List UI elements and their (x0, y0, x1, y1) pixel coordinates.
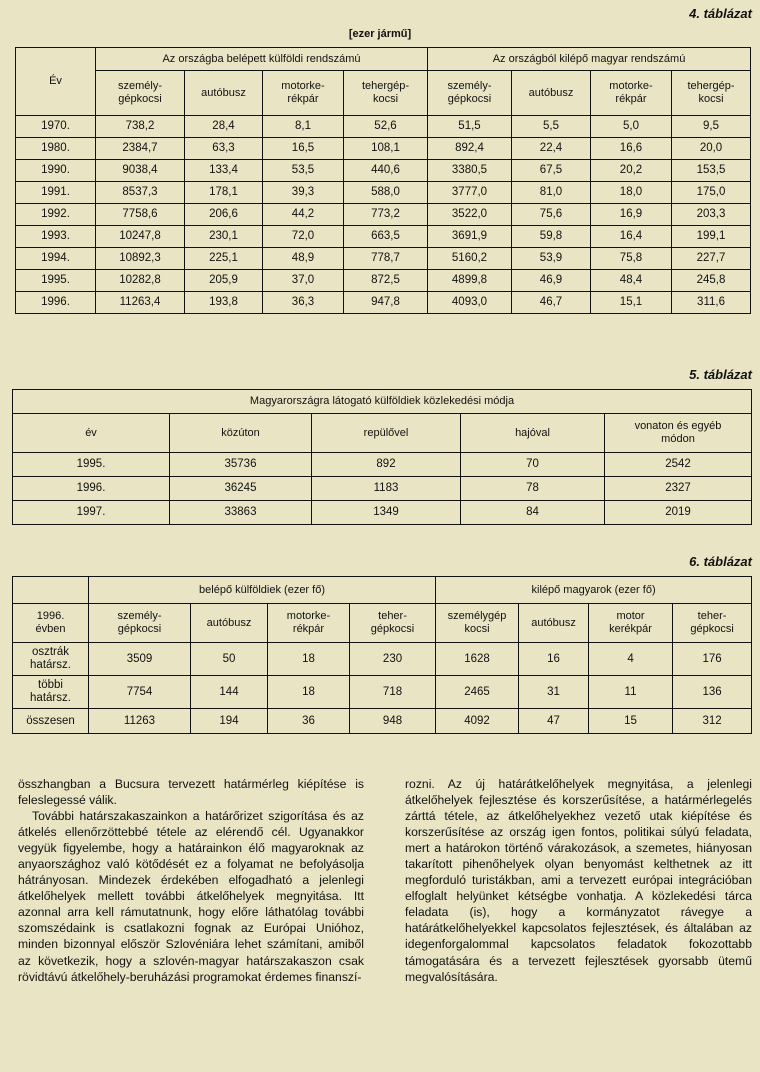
table-cell: 7754 (89, 676, 191, 709)
table-cell: 5160,2 (428, 248, 512, 270)
table-cell: 35736 (170, 453, 312, 477)
column-header: év (13, 414, 170, 453)
table-cell: 194 (191, 709, 268, 734)
table-cell: 199,1 (672, 226, 751, 248)
table-cell: 53,5 (263, 160, 344, 182)
table-cell: 9,5 (672, 116, 751, 138)
table-cell: 16 (519, 643, 589, 676)
row-year: 1994. (16, 248, 96, 270)
table6-label: 6. táblázat (689, 554, 752, 569)
table-cell: 176 (673, 643, 752, 676)
table-cell: 15,1 (591, 292, 672, 314)
table-cell: 67,5 (512, 160, 591, 182)
table-cell: 227,7 (672, 248, 751, 270)
row-year: 1970. (16, 116, 96, 138)
table-cell: 206,6 (185, 204, 263, 226)
table-cell: 39,3 (263, 182, 344, 204)
table-cell: 2542 (605, 453, 752, 477)
table-cell: 72,0 (263, 226, 344, 248)
table-row (16, 160, 751, 182)
table-cell: 15 (589, 709, 673, 734)
table-cell: 230 (350, 643, 436, 676)
table-cell: 1349 (312, 501, 461, 525)
table-cell: 78 (461, 477, 605, 501)
table-cell: 4092 (436, 709, 519, 734)
table-row (16, 204, 751, 226)
table-cell: 46,7 (512, 292, 591, 314)
table-cell: 31 (519, 676, 589, 709)
table-cell: 440,6 (344, 160, 428, 182)
column-header: személy- gépkocsi (428, 71, 512, 116)
table-cell: 193,8 (185, 292, 263, 314)
row-year: 1992. (16, 204, 96, 226)
row-year: 1993. (16, 226, 96, 248)
table-row (16, 116, 751, 138)
column-header: személygép kocsi (436, 604, 519, 643)
table-cell: 53,9 (512, 248, 591, 270)
table5 (12, 389, 752, 525)
table-cell: 3522,0 (428, 204, 512, 226)
table-cell: 7758,6 (96, 204, 185, 226)
table-row (13, 709, 752, 734)
table-cell: 47 (519, 709, 589, 734)
column-header: közúton (170, 414, 312, 453)
column-header: motorke- rékpár (263, 71, 344, 116)
table-cell: 11263 (89, 709, 191, 734)
table-cell: 175,0 (672, 182, 751, 204)
table-cell: 3509 (89, 643, 191, 676)
table-cell: 18 (268, 643, 350, 676)
table-cell: 892,4 (428, 138, 512, 160)
table-cell: 22,4 (512, 138, 591, 160)
table-cell: 20,2 (591, 160, 672, 182)
table-cell: 108,1 (344, 138, 428, 160)
table-cell: 18 (268, 676, 350, 709)
table-cell: 892 (312, 453, 461, 477)
table-cell: 10282,8 (96, 270, 185, 292)
table-cell: 738,2 (96, 116, 185, 138)
table-cell: 144 (191, 676, 268, 709)
table-row (13, 453, 752, 477)
table-row (13, 477, 752, 501)
column-header: személy- gépkocsi (89, 604, 191, 643)
table-row (13, 501, 752, 525)
column-header: tehergép- kocsi (672, 71, 751, 116)
table-cell: 8537,3 (96, 182, 185, 204)
table-cell: 4899,8 (428, 270, 512, 292)
table-cell: 3691,9 (428, 226, 512, 248)
table-cell: 63,3 (185, 138, 263, 160)
table-cell: 11263,4 (96, 292, 185, 314)
column-header: autóbusz (512, 71, 591, 116)
table-cell: 178,1 (185, 182, 263, 204)
table-cell: 8,1 (263, 116, 344, 138)
table-cell: 10247,8 (96, 226, 185, 248)
year-header: 1996. évben (13, 604, 89, 643)
table6 (12, 576, 752, 734)
table-cell: 311,6 (672, 292, 751, 314)
row-year: 1995. (13, 453, 170, 477)
row-year: 1991. (16, 182, 96, 204)
row-year: 1995. (16, 270, 96, 292)
table-cell: 205,9 (185, 270, 263, 292)
table-cell: 59,8 (512, 226, 591, 248)
year-header: Év (16, 48, 96, 116)
row-label: osztrák határsz. (13, 643, 89, 676)
table-row (16, 226, 751, 248)
table-cell: 133,4 (185, 160, 263, 182)
table-cell: 70 (461, 453, 605, 477)
table-row (13, 676, 752, 709)
table-cell: 947,8 (344, 292, 428, 314)
column-header: motorke- rékpár (591, 71, 672, 116)
table4-label: 4. táblázat (689, 6, 752, 21)
table-cell: 81,0 (512, 182, 591, 204)
column-header: autóbusz (185, 71, 263, 116)
table-cell: 5,5 (512, 116, 591, 138)
column-header: repülővel (312, 414, 461, 453)
table-cell: 588,0 (344, 182, 428, 204)
table-cell: 663,5 (344, 226, 428, 248)
table-row (16, 138, 751, 160)
row-label: összesen (13, 709, 89, 734)
column-header: motorke- rékpár (268, 604, 350, 643)
table-cell: 11 (589, 676, 673, 709)
column-header: teher- gépkocsi (350, 604, 436, 643)
table-cell: 9038,4 (96, 160, 185, 182)
column-header: személy- gépkocsi (96, 71, 185, 116)
column-header: teher- gépkocsi (673, 604, 752, 643)
table-cell: 948 (350, 709, 436, 734)
paragraph: összhangban a Bucsura tervezett határmérleg kiépítése is feleslegessé válik. (18, 777, 364, 808)
table-cell: 28,4 (185, 116, 263, 138)
table-cell: 245,8 (672, 270, 751, 292)
table4-unit: [ezer jármű] (348, 28, 412, 40)
group-header-in: belépő külföldiek (ezer fő) (89, 577, 436, 604)
group-header-out: kilépő magyarok (ezer fő) (436, 577, 752, 604)
table-cell: 84 (461, 501, 605, 525)
table-cell: 48,9 (263, 248, 344, 270)
table-cell: 16,9 (591, 204, 672, 226)
column-header: autóbusz (519, 604, 589, 643)
table-cell: 2465 (436, 676, 519, 709)
table-cell: 2019 (605, 501, 752, 525)
table-cell: 51,5 (428, 116, 512, 138)
table-cell: 4093,0 (428, 292, 512, 314)
table-row (16, 292, 751, 314)
table-cell: 75,6 (512, 204, 591, 226)
table-cell: 312 (673, 709, 752, 734)
table-cell: 1183 (312, 477, 461, 501)
column-header: tehergép- kocsi (344, 71, 428, 116)
table-cell: 153,5 (672, 160, 751, 182)
table-cell: 50 (191, 643, 268, 676)
table-cell: 203,3 (672, 204, 751, 226)
table-cell: 2327 (605, 477, 752, 501)
table-cell: 48,4 (591, 270, 672, 292)
table-cell: 36,3 (263, 292, 344, 314)
table-cell: 44,2 (263, 204, 344, 226)
column-header: autóbusz (191, 604, 268, 643)
table-cell: 3777,0 (428, 182, 512, 204)
table4 (15, 47, 751, 314)
group-header-out: Az országból kilépő magyar rendszámú (428, 48, 751, 71)
table-row (16, 248, 751, 270)
table-cell: 872,5 (344, 270, 428, 292)
table-cell: 230,1 (185, 226, 263, 248)
table5-title: Magyarországra látogató külföldiek közlekedési módja (13, 390, 752, 414)
table-cell: 136 (673, 676, 752, 709)
table-cell: 46,9 (512, 270, 591, 292)
table-cell: 225,1 (185, 248, 263, 270)
row-label: többi határsz. (13, 676, 89, 709)
paragraph: További határszakaszainkon a határőrizet szigorítása és az átkelés ellenőrzöttebbé tétele az elérendő cél. Ugyanakkor vegyük figyelembe, hogy a határainkon élő magyaroknak az anyaországhoz való kötődését ez a folyamat ne befolyásolja hátrányosan. Mindezek érdekében elfogadható a jelenlegi átkelőhelyek mellett további átkelőhelyek megnyitása. Itt azonnal arra kell rámutatnunk, hogy előre láthatólag további szomszédaink is csatlakozni fognak az Európai Unióhoz, minden bizonnyal először Szlovéniára lehet számítani, amiből az következik, hogy a szlovén-magyar határszakaszon csak rövidtávú átkelőhely-beruházási programokat érdemes finanszí- (18, 809, 364, 984)
text-column-right (405, 776, 752, 985)
row-year: 1996. (13, 477, 170, 501)
table-cell: 718 (350, 676, 436, 709)
row-year: 1990. (16, 160, 96, 182)
table-cell: 37,0 (263, 270, 344, 292)
paragraph: rozni. Az új határátkelőhelyek megnyitása, a jelenlegi átkelőhelyek fejlesztése és korszerűsítése, a határmérlegelés zárttá tétele, az átkelőhelyekhez vezető utak kiépítése és korszerűsítése az ország igen fontos, politikai súlyú feladata, mert a határokon történő várakozások, a szemetes, hiányosan takarított pihenőhelyek olyan benyomást kelthetnek az itt megforduló turistákban, ami a tervezett európai integrációban elfoglalt helyünket kétségbe vonhatja. A közlekedési tárca feladata (is), hogy a kormányzatot rávegye a határátkelőhelyekkel kapcsolatos fejlesztések, és általában az idegenforgalommal kapcsolatos feladatok fokozottabb támogatására és a tervezett fejlesztések gyorsabb ütemű megvalósítására. (405, 777, 752, 984)
table-cell: 36245 (170, 477, 312, 501)
table-cell: 773,2 (344, 204, 428, 226)
table-cell: 778,7 (344, 248, 428, 270)
table-cell: 18,0 (591, 182, 672, 204)
group-header-in: Az országba belépett külföldi rendszámú (96, 48, 428, 71)
table-cell: 4 (589, 643, 673, 676)
column-header: hajóval (461, 414, 605, 453)
table6-corner (13, 577, 89, 604)
row-year: 1980. (16, 138, 96, 160)
table-cell: 20,0 (672, 138, 751, 160)
text-column-left (18, 776, 364, 985)
table5-label: 5. táblázat (689, 367, 752, 382)
table-row (16, 270, 751, 292)
table-cell: 2384,7 (96, 138, 185, 160)
table-cell: 16,4 (591, 226, 672, 248)
table-cell: 75,8 (591, 248, 672, 270)
row-year: 1997. (13, 501, 170, 525)
table-cell: 10892,3 (96, 248, 185, 270)
table-row (16, 182, 751, 204)
table-cell: 16,5 (263, 138, 344, 160)
table-cell: 3380,5 (428, 160, 512, 182)
row-year: 1996. (16, 292, 96, 314)
table-cell: 36 (268, 709, 350, 734)
column-header: vonaton és egyéb módon (605, 414, 752, 453)
table-row (13, 643, 752, 676)
table-cell: 16,6 (591, 138, 672, 160)
table-cell: 1628 (436, 643, 519, 676)
table-cell: 52,6 (344, 116, 428, 138)
table-cell: 33863 (170, 501, 312, 525)
table-cell: 5,0 (591, 116, 672, 138)
column-header: motor kerékpár (589, 604, 673, 643)
